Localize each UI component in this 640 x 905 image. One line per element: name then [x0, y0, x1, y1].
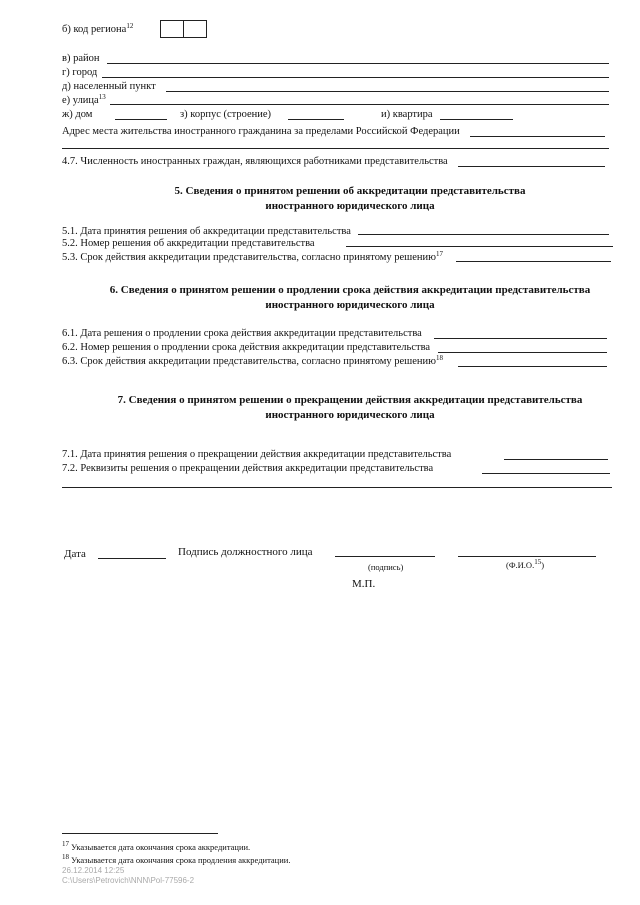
- flat-field[interactable]: [440, 119, 513, 120]
- house-label: ж) дом: [62, 109, 93, 120]
- item-7-1-label: 7.1. Дата принятия решения о прекращении действия аккредитации представительства: [62, 449, 452, 460]
- footnote-18: $^{18}$ Указывается дата окончания срока продления аккредитации.: [62, 853, 291, 865]
- stamp-label: М.П.: [352, 578, 376, 590]
- flat-label: и) квартира: [381, 109, 433, 120]
- item-6-1-label: 6.1. Дата решения о продлении срока действия аккредитации представительства: [62, 328, 422, 339]
- signature-caption: (подпись): [368, 562, 404, 572]
- street-label: е) улица$^{13}$: [62, 93, 106, 106]
- foreign-address-field[interactable]: [470, 136, 605, 137]
- region-code-label: б) код региона$^{12}$: [62, 22, 134, 35]
- settlement-field[interactable]: [166, 91, 609, 92]
- street-field[interactable]: [110, 104, 609, 105]
- district-label: в) район: [62, 53, 100, 64]
- item-5-1-field[interactable]: [358, 234, 609, 235]
- item-6-3-field[interactable]: [458, 366, 607, 367]
- item-6-1-field[interactable]: [434, 338, 607, 339]
- item-6-3-label: 6.3. Срок действия аккредитации представительства, согласно принятому решению$^{18}$: [62, 354, 444, 367]
- item-6-2-field[interactable]: [438, 352, 607, 353]
- house-field[interactable]: [115, 119, 167, 120]
- footnote-separator: [62, 833, 218, 834]
- date-field[interactable]: [98, 558, 166, 559]
- item-5-2-field[interactable]: [346, 246, 613, 247]
- signature-field[interactable]: [335, 556, 435, 557]
- region-code-box-2[interactable]: [183, 20, 207, 38]
- scan-path: С:\Users\Petrovich\NNN\Pol-77596-2: [62, 876, 195, 885]
- scan-timestamp: 26.12.2014 12:25: [62, 866, 125, 875]
- building-field[interactable]: [288, 119, 344, 120]
- city-label: г) город: [62, 67, 98, 78]
- section-6-title: 6. Сведения о принятом решении о продлении срока действия аккредитации представительства иностранного юридического лица: [109, 284, 591, 311]
- foreign-address-field-2[interactable]: [62, 148, 609, 149]
- item-7-2-label: 7.2. Реквизиты решения о прекращении действия аккредитации представительства: [62, 463, 434, 474]
- foreign-address-label: Адрес места жительства иностранного гражданина за пределами Российской Федерации: [62, 126, 460, 137]
- item-5-3-field[interactable]: [456, 261, 611, 262]
- item-5-3-label: 5.3. Срок действия аккредитации представительства, согласно принятому решению$^{17}$: [62, 250, 444, 263]
- item-4-7-label: 4.7. Численность иностранных граждан, являющихся работниками представительства: [62, 156, 448, 167]
- building-label: з) корпус (строение): [180, 109, 272, 120]
- item-7-2-field[interactable]: [482, 473, 610, 474]
- footnote-17: $^{17}$ Указывается дата окончания срока аккредитации.: [62, 840, 251, 852]
- item-7-1-field[interactable]: [504, 459, 608, 460]
- item-6-2-label: 6.2. Номер решения о продлении срока действия аккредитации представительства: [62, 342, 431, 353]
- full-name-field[interactable]: [458, 556, 596, 557]
- district-field[interactable]: [107, 63, 609, 64]
- item-5-1-label: 5.1. Дата принятия решения об аккредитации представительства: [62, 226, 351, 237]
- item-5-2-label: 5.2. Номер решения об аккредитации представительства: [62, 238, 315, 249]
- region-code-box-1[interactable]: [160, 20, 184, 38]
- section-7-title: 7. Сведения о принятом решении о прекращении действия аккредитации представительства иностранного юридического лица: [117, 394, 583, 421]
- section-5-title: 5. Сведения о принятом решении об аккредитации представительства иностранного юридического лица: [174, 185, 526, 212]
- settlement-label: д) населенный пункт: [62, 81, 156, 92]
- official-signature-label: Подпись должностного лица: [178, 546, 313, 558]
- item-7-2-field-2[interactable]: [62, 487, 612, 488]
- full-name-caption: (Ф.И.О.$^{15}$): [506, 558, 545, 570]
- city-field[interactable]: [102, 77, 609, 78]
- item-4-7-field[interactable]: [458, 166, 605, 167]
- date-label: Дата: [64, 548, 86, 560]
